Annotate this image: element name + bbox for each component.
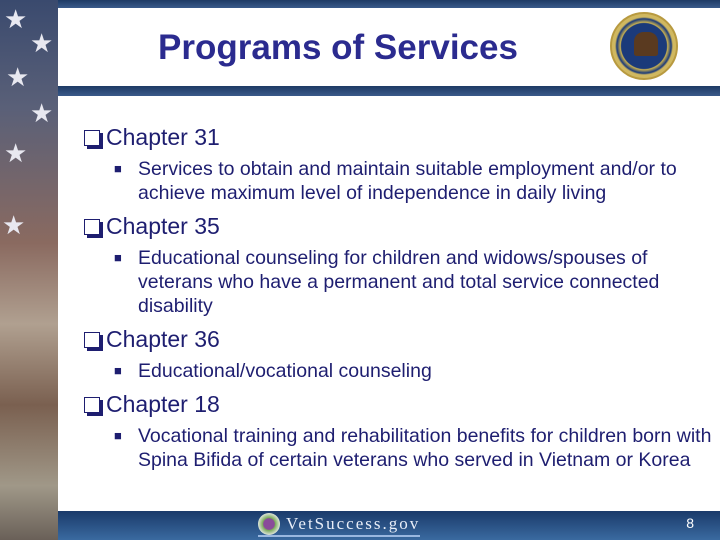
square-bullet-icon: ■ bbox=[114, 428, 122, 443]
square-bullet-icon: ■ bbox=[114, 363, 122, 378]
slide-title: Programs of Services bbox=[158, 28, 518, 67]
section-heading: Chapter 18 bbox=[106, 391, 220, 417]
checkbox-bullet-icon bbox=[84, 397, 100, 413]
va-seal-logo bbox=[610, 12, 678, 80]
vetsuccess-logo bbox=[258, 513, 420, 537]
star-icon: ★ bbox=[4, 138, 28, 168]
header-bar bbox=[58, 0, 720, 8]
section-chapter-36 bbox=[84, 326, 716, 383]
flag-decoration bbox=[0, 0, 58, 540]
footer-bar bbox=[58, 511, 720, 540]
bullet-text: Services to obtain and maintain suitable employment and/or to achieve maximum level of independence in daily living bbox=[138, 158, 677, 204]
star-icon: ★ bbox=[30, 98, 54, 128]
section-heading: Chapter 36 bbox=[106, 326, 220, 352]
eagle-icon bbox=[634, 32, 658, 56]
checkbox-bullet-icon bbox=[84, 332, 100, 348]
square-bullet-icon: ■ bbox=[114, 161, 122, 176]
section-chapter-18 bbox=[84, 391, 716, 472]
slide-content bbox=[84, 124, 716, 480]
section-heading: Chapter 35 bbox=[106, 213, 220, 239]
bullet-text: Educational/vocational counseling bbox=[138, 360, 432, 382]
vetsuccess-emblem-icon bbox=[258, 513, 280, 535]
star-icon: ★ bbox=[6, 62, 30, 92]
header-divider bbox=[58, 86, 720, 96]
square-bullet-icon: ■ bbox=[114, 250, 122, 265]
checkbox-bullet-icon bbox=[84, 219, 100, 235]
page-number: 8 bbox=[686, 515, 694, 531]
logo-text: VetSuccess.gov bbox=[286, 514, 421, 533]
star-icon: ★ bbox=[4, 4, 28, 34]
section-heading: Chapter 31 bbox=[106, 124, 220, 150]
star-icon: ★ bbox=[30, 28, 54, 58]
section-chapter-35 bbox=[84, 213, 716, 318]
checkbox-bullet-icon bbox=[84, 130, 100, 146]
section-chapter-31 bbox=[84, 124, 716, 205]
bullet-text: Vocational training and rehabilitation benefits for children born with Spina Bifida of certain veterans who served in Vietnam or Korea bbox=[138, 425, 712, 471]
bullet-text: Educational counseling for children and widows/spouses of veterans who have a permanent and total service connected disability bbox=[138, 247, 660, 317]
star-icon: ★ bbox=[2, 210, 26, 240]
